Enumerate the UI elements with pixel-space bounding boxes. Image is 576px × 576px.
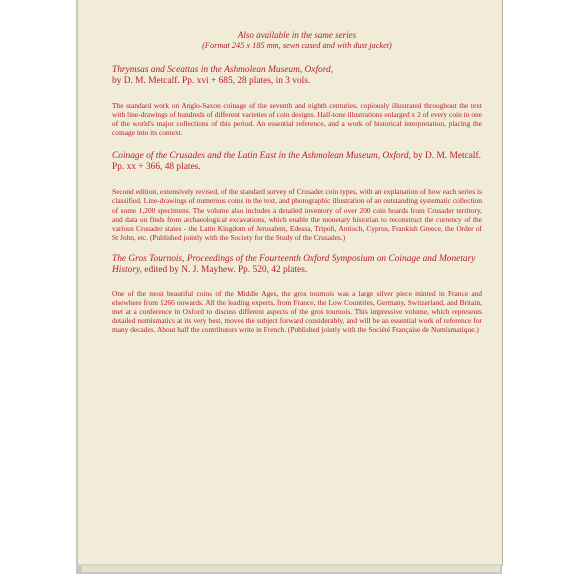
book-details: by D. M. Metcalf. Pp. xx + 366, 48 plates. [112,151,481,173]
book-description-gros-tournois: One of the most beautiful coins of the Middle Ages, the gros tournois was a large silver piece minted in France and elsewhere from 1266 onwards. All the leading experts, from France, the Low Countries, Germany, Switzerland, and Britain, met at a conference in Oxford to discuss different aspects of the gros tournois. This impressive volume, which represents detailed numismatics at its very best, moves the subject forward considerably, and will be an essential work of reference for many decades. About half the contributors write in French. (Published jointly with the Société Française de Numismatique.) [112,288,482,335]
book-description-crusades: Second edition, extensively revised, of the standard survey of Crusader coin types, with an explanation of how each series is classified. Line-drawings of numerous coins in the text, and photographic illustration of an outstanding systematic collection of some 1,200 specimens. The volume also includes a detailed inventory of over 200 coin hoards from Crusader territory, and data on finds from archaeological excavations, which enable the monetary historian to reconstruct the currency of the various Crusader states - the Latin Kingdom of Jerusalem, Edessa, Tripoli, Antioch, Cyprus, Frankish Greece, the Order of St John, etc. (Published jointly with the Society for the Study of the Crusades.) [112,187,482,242]
book-title-gros-tournois [112,254,482,276]
book-details: edited by N. J. Mayhew. Pp. 520, 42 plates. [144,264,308,275]
book-title-text: Thrymsas and Sceattas in the Ashmolean Museum, Oxford, [112,65,334,75]
series-heading: Also available in the same series [237,30,357,40]
book-description-thrymsas: The standard work on Anglo-Saxon coinage of the seventh and eighth centuries, copiously illustrated throughout the text with line-drawings of hundreds of different varieties of coin designs. Half-tone illustrations enlarged x 2 of every coin in one of the world's major collections of this period. An essential reference, and a work of historical interpretation, placing the coinage into its context. [112,101,482,138]
book-title-crusades [112,151,482,173]
book-title-thrymsas [112,65,482,87]
book-details: by D. M. Metcalf. Pp. xvi + 685, 28 plates, in 3 vols. [112,76,311,86]
series-header [112,30,482,51]
book-title-text: Coinage of the Crusades and the Latin East in the Ashmolean Museum, Oxford, [112,151,411,162]
cover-bottom-edge [82,566,500,572]
cover-text [112,30,482,334]
book-title-text: The Gros Tournois, Proceedings of the Fourteenth Oxford Symposium on Coinage and Monetary History, [112,253,476,275]
format-note: (Format 245 x 185 mm, sewn cased and with dust jacket) [202,41,392,50]
